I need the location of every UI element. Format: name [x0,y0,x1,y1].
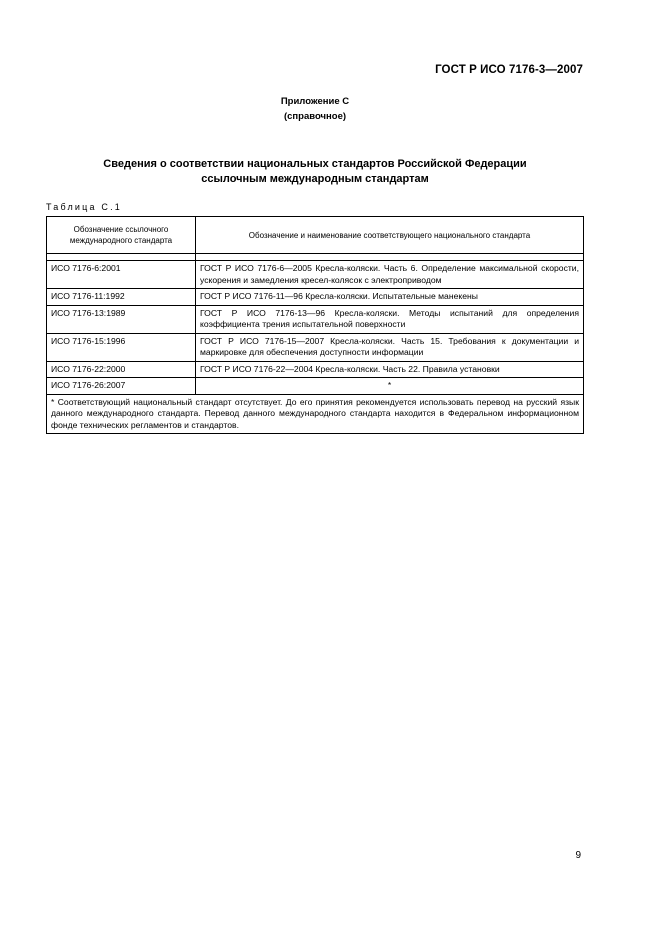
correspondence-table [46,216,584,434]
header-separator [47,254,584,261]
annex-subtitle: (справочное) [283,111,347,122]
table-footnote: * Соответствующий национальный стандарт отсутствует. До его принятия рекомендуется использовать перевод на русский язык данного международного стандарта. Перевод данного международного стандарта находится в Федеральном информационном фонде технических регламентов и стандартов. [47,394,584,434]
table-row [47,333,584,361]
section-title-line-2: ссылочным международным стандартам [201,173,429,185]
national-cell: ГОСТ Р ИСО 7176-22—2004 Кресла-коляски. Часть 22. Правила установки [196,361,584,378]
table-row [47,261,584,289]
national-cell: ГОСТ Р ИСО 7176-11—96 Кресла-коляски. Испытательные манекены [196,289,584,306]
national-cell: ГОСТ Р ИСО 7176-15—2007 Кресла-коляски. Часть 15. Требования к документации и маркировке для обеспечения доступности информации [196,333,584,361]
national-cell: * [196,378,584,395]
reference-cell: ИСО 7176-11:1992 [47,289,196,306]
reference-cell: ИСО 7176-26:2007 [47,378,196,395]
annex-heading [0,94,630,124]
page-number: 9 [575,850,581,861]
reference-cell: ИСО 7176-6:2001 [47,261,196,289]
table-label: Таблица С.1 [46,202,122,212]
reference-cell: ИСО 7176-13:1989 [47,305,196,333]
reference-cell: ИСО 7176-22:2000 [47,361,196,378]
annex-title: Приложение С [280,96,350,107]
table-header-row [47,217,584,254]
table-footnote-row [47,394,584,434]
document-code: ГОСТ Р ИСО 7176-3—2007 [435,64,583,76]
table-row [47,378,584,395]
reference-cell: ИСО 7176-15:1996 [47,333,196,361]
table-row [47,305,584,333]
column-header-national: Обозначение и наименование соответствующего национального стандарта [196,217,584,254]
national-cell: ГОСТ Р ИСО 7176-6—2005 Кресла-коляски. Часть 6. Определение максимальной скорости, ускорения и замедления кресел-колясок с электроприводом [196,261,584,289]
section-title [0,157,630,187]
table-row [47,289,584,306]
column-header-reference: Обозначение ссылочного международного стандарта [47,217,196,254]
section-title-line-1: Сведения о соответствии национальных стандартов Российской Федерации [103,158,527,170]
table-row [47,361,584,378]
national-cell: ГОСТ Р ИСО 7176-13—96 Кресла-коляски. Методы испытаний для определения коэффициента трения испытательной поверхности [196,305,584,333]
